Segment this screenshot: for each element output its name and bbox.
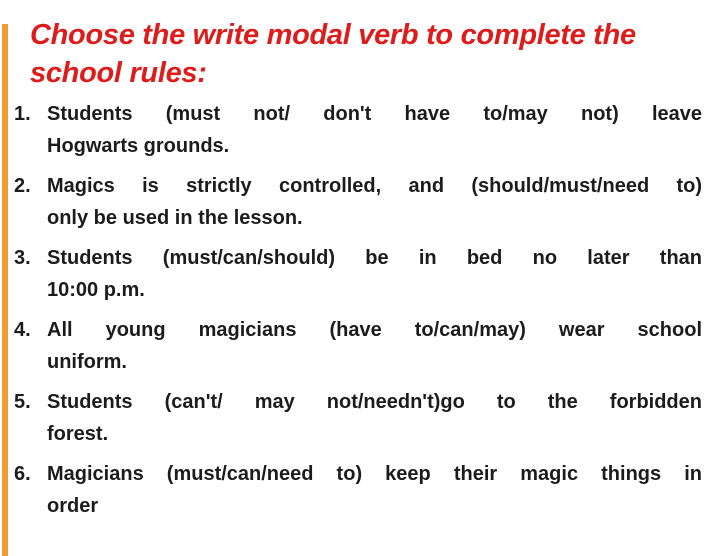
rule-line: uniform. <box>47 351 127 373</box>
rule-text <box>47 386 702 450</box>
rule-item-5 <box>14 386 702 450</box>
slide-title-line-2: school rules: <box>30 57 207 89</box>
rule-text <box>47 458 702 522</box>
rule-line: 10:00 p.m. <box>47 279 145 301</box>
rule-line: Students (must not/ don't have to/may not) leave <box>47 103 702 125</box>
rule-item-1 <box>14 98 702 162</box>
rule-number: 1. <box>14 103 31 125</box>
rule-number: 5. <box>14 391 31 413</box>
rule-text <box>47 314 702 378</box>
rule-item-2 <box>14 170 702 234</box>
slide-title-line-1: Choose the write modal verb to complete the <box>30 19 636 51</box>
rule-text <box>47 170 702 234</box>
rule-line: forest. <box>47 423 109 445</box>
rule-line: Magics is strictly controlled, and (should/must/need to) <box>47 175 702 197</box>
rules-list <box>0 98 720 522</box>
rule-line: Students (must/can/should) be in bed no later than <box>47 247 702 269</box>
rule-item-3 <box>14 242 702 306</box>
rule-line: Hogwarts grounds. <box>47 135 230 157</box>
rule-number: 4. <box>14 319 31 341</box>
rule-number: 6. <box>14 463 31 485</box>
rule-item-4 <box>14 314 702 378</box>
rule-line: Magicians (must/can/need to) keep their magic things in <box>47 463 702 485</box>
slide <box>0 16 720 556</box>
rule-text <box>47 242 702 306</box>
rule-line: All young magicians (have to/can/may) wear school <box>47 319 702 341</box>
rule-item-6 <box>14 458 702 522</box>
left-accent-bar <box>2 24 8 556</box>
rule-line: only be used in the lesson. <box>47 207 303 229</box>
rule-text <box>47 98 702 162</box>
rule-line: Students (can't/ may not/needn't)go to the forbidden <box>47 391 702 413</box>
rule-line: order <box>47 495 99 517</box>
rule-number: 3. <box>14 247 31 269</box>
rule-number: 2. <box>14 175 31 197</box>
slide-title <box>30 16 680 92</box>
